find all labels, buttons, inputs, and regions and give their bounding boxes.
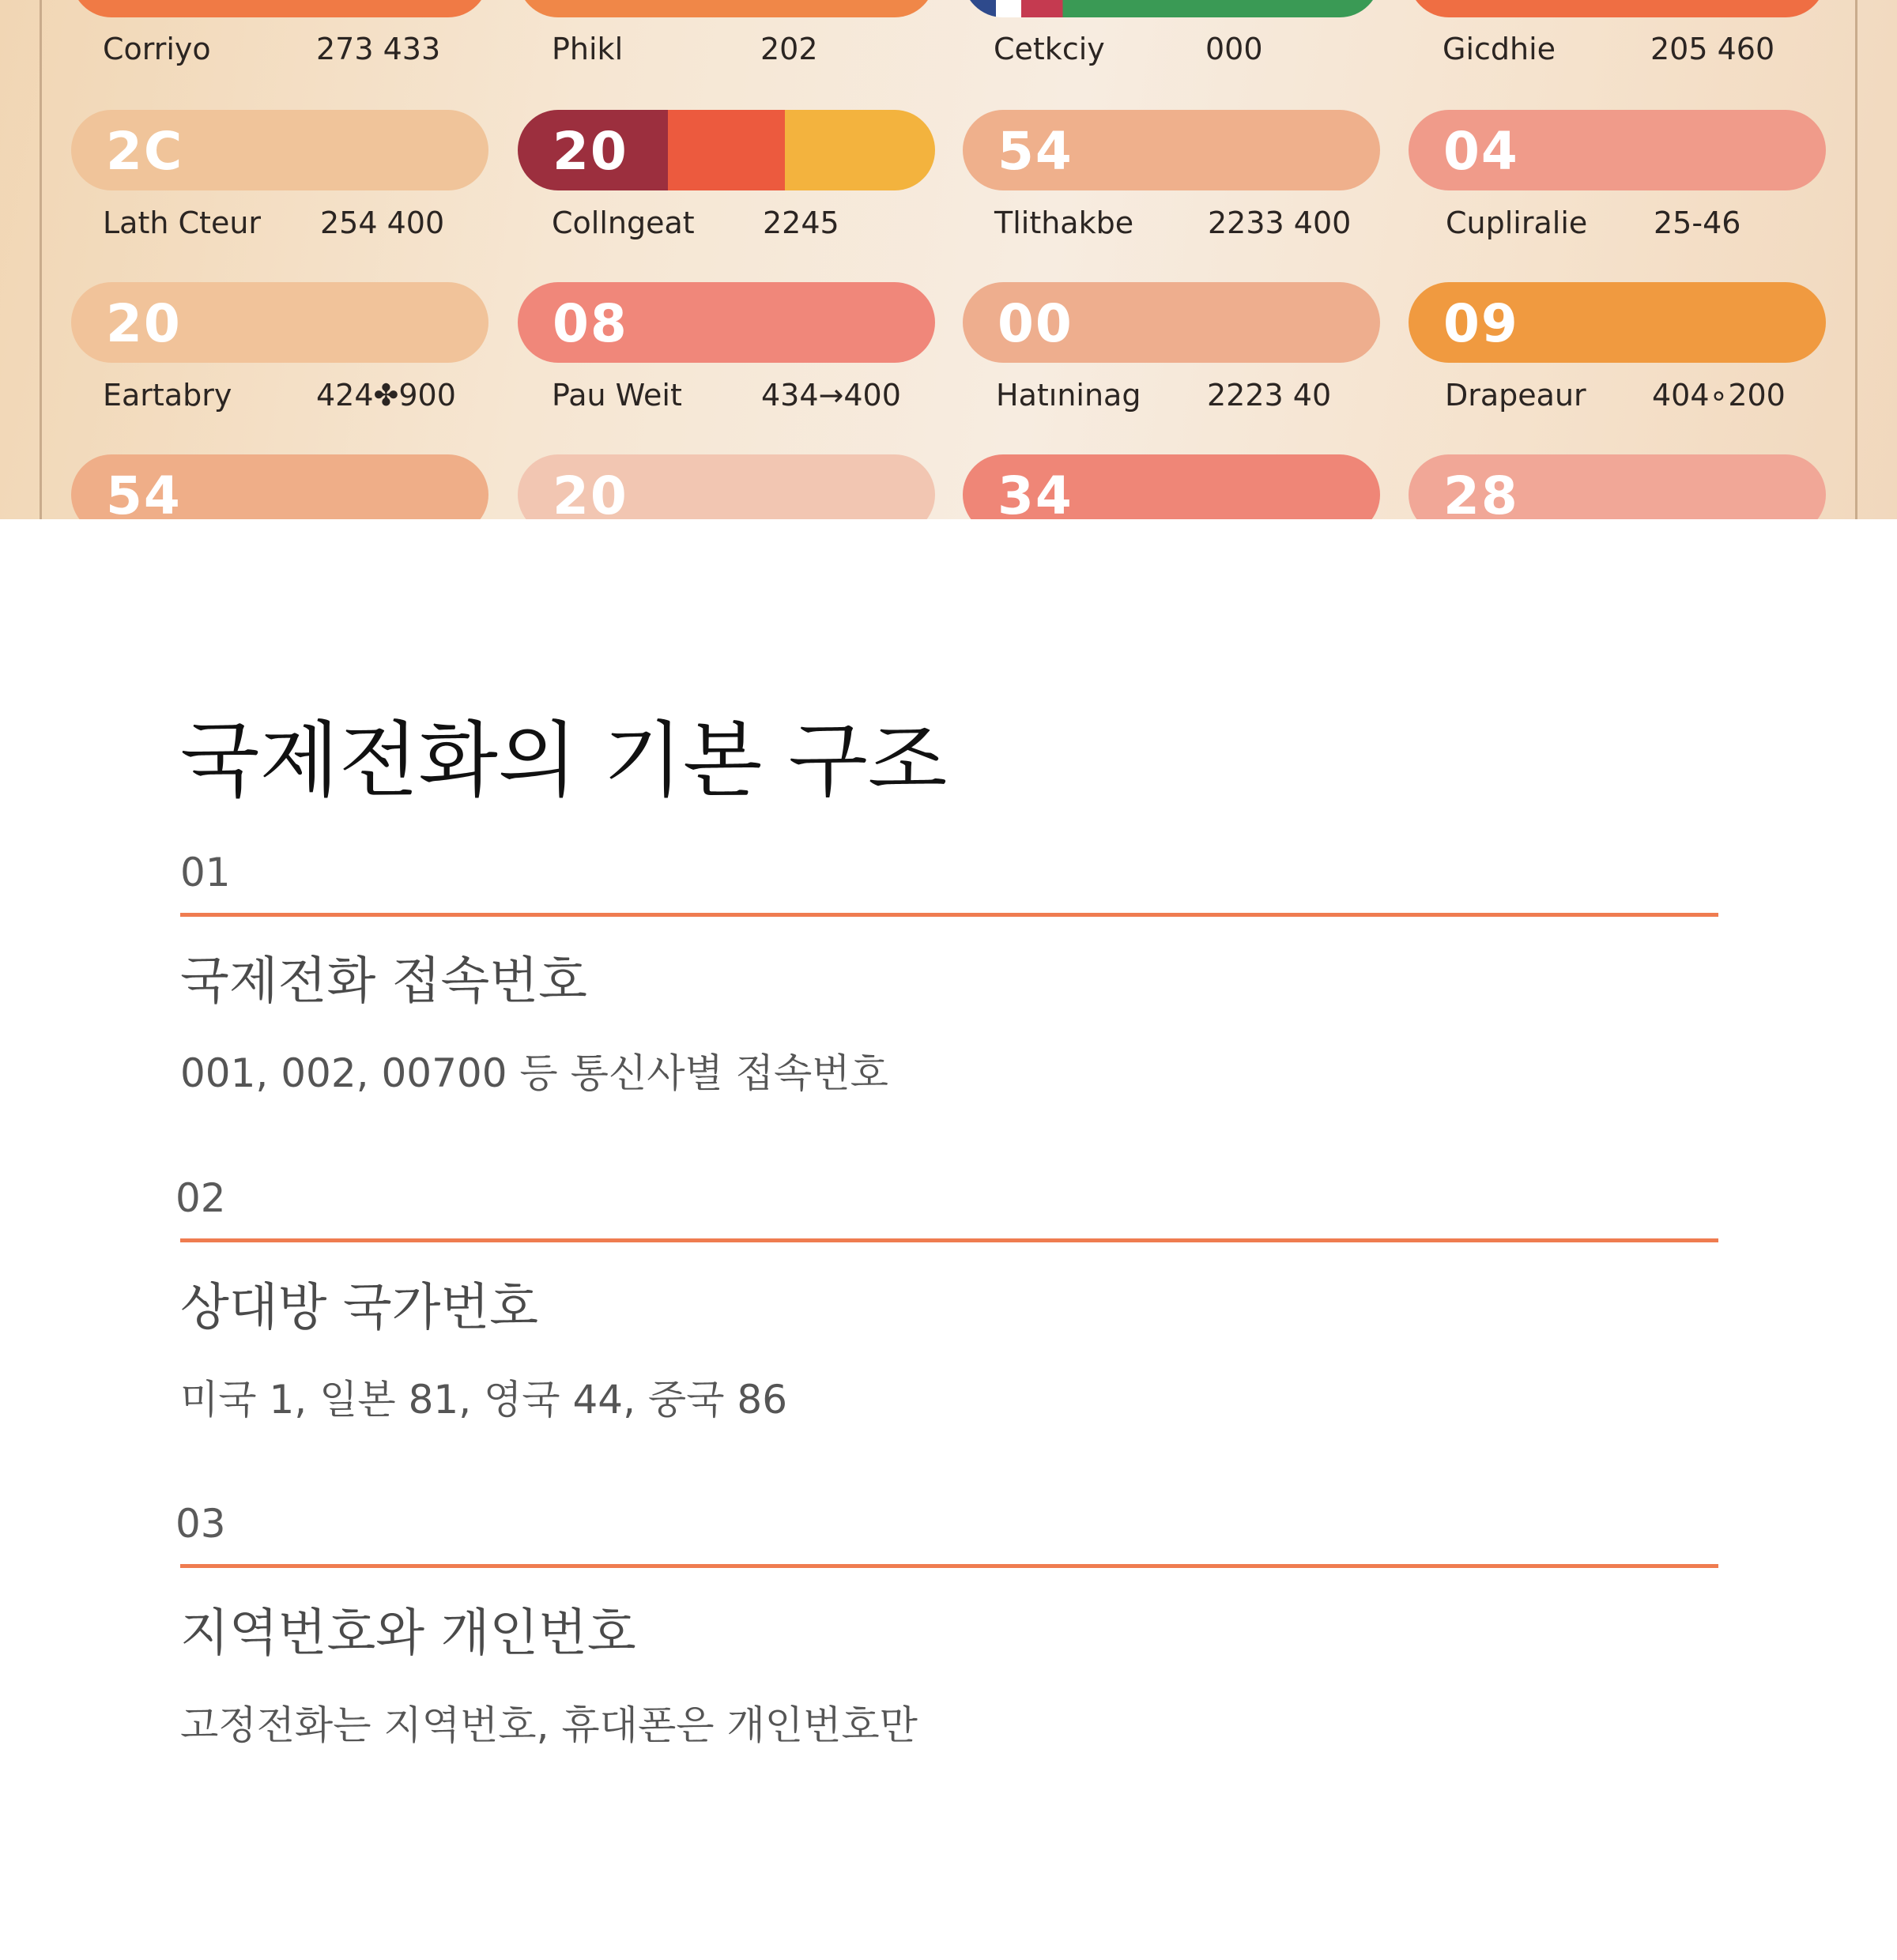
section-number: 01 [180,850,231,895]
code-pill [1409,110,1826,190]
section-divider [180,913,1718,917]
country-name: Cupliralie [1446,205,1588,240]
section-number: 02 [175,1175,226,1221]
code-number: 20 [106,293,182,354]
country-name: Tlithakbe [994,205,1134,240]
page-title: 국제전화의 기본 구조 [180,712,948,808]
code-number: 09 [1443,293,1519,354]
country-value: 434→400 [761,378,901,413]
section-heading: 국제전화 접속번호 [180,952,587,1011]
country-name: Collngeat [552,205,695,240]
country-value: 205 460 [1650,32,1775,66]
country-name: Cetkciy [994,32,1105,66]
section-description: 001, 002, 00700 등 통신사별 접속번호 [180,1050,888,1096]
country-value: 2223 40 [1207,378,1332,413]
section-divider [180,1238,1718,1242]
country-value: 2245 [763,205,839,240]
code-number: 34 [998,466,1073,519]
banner-frame-right [1855,0,1857,519]
country-name: Pau Weit [552,378,682,413]
code-pill [963,454,1380,519]
code-pill [71,282,488,363]
code-pill [1409,0,1826,17]
flag-pill [963,0,1380,17]
code-pill [71,454,488,519]
country-name: Phikl [552,32,624,66]
code-number: 54 [998,121,1073,182]
flag-pill [518,110,935,190]
country-name: Gicdhie [1443,32,1556,66]
country-value: 404∘200 [1652,378,1786,413]
country-value: 254 400 [320,205,445,240]
code-pill [1409,454,1826,519]
code-number: 54 [106,466,182,519]
code-number: 28 [1443,466,1519,519]
country-value: 25-46 [1654,205,1741,240]
country-code-banner-image [0,0,1897,519]
code-number: 00 [998,293,1073,354]
section-heading: 지역번호와 개인번호 [180,1604,636,1663]
code-pill [518,0,935,17]
banner-frame-left [40,0,42,519]
code-pill [518,454,935,519]
code-pill [518,282,935,363]
country-value: 273 433 [316,32,441,66]
section-description: 고정전화는 지역번호, 휴대폰은 개인번호만 [180,1702,918,1748]
code-pill [71,110,488,190]
code-number: 20 [553,121,628,182]
code-number: 04 [1443,121,1519,182]
section-number: 03 [175,1501,226,1547]
section-divider [180,1564,1718,1568]
country-value: 202 [760,32,818,66]
country-value: 2233 400 [1208,205,1352,240]
code-pill [963,282,1380,363]
section-heading: 상대방 국가번호 [180,1279,539,1337]
code-number: 2C [106,121,184,182]
country-name: Hatıninag [996,378,1141,413]
section-description: 미국 1, 일본 81, 영국 44, 중국 86 [180,1377,788,1423]
code-pill [1409,282,1826,363]
code-number: 08 [553,293,628,354]
code-pill [71,0,488,17]
country-name: Eartabry [103,378,232,413]
country-name: Corriyo [103,32,211,66]
country-value: 424✤900 [316,378,456,413]
country-name: Lath Cteur [103,205,262,240]
country-name: Drapeaur [1445,378,1586,413]
code-pill [963,110,1380,190]
code-number: 20 [553,466,628,519]
country-value: 000 [1205,32,1263,66]
